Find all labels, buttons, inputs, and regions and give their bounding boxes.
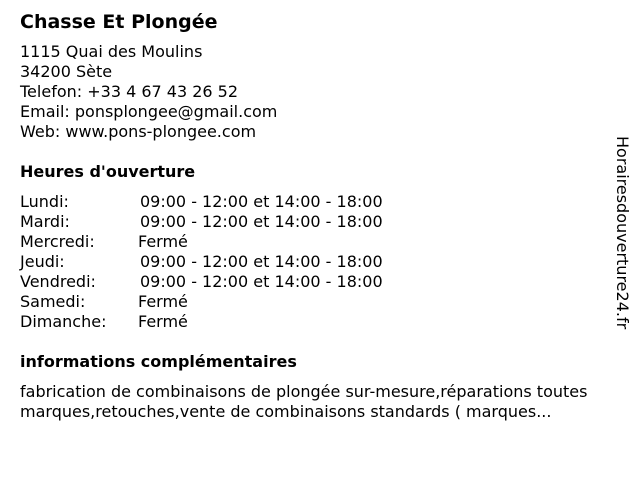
day-label: Lundi: <box>20 192 69 211</box>
address-city: 34200 Sète <box>20 62 113 81</box>
hours-row-samedi <box>20 292 620 312</box>
day-label: Dimanche: <box>20 312 107 331</box>
day-hours: Fermé <box>138 292 188 311</box>
day-label: Mercredi: <box>20 232 95 251</box>
day-label: Mardi: <box>20 212 70 231</box>
day-hours: Fermé <box>138 232 188 251</box>
day-label: Jeudi: <box>20 252 65 271</box>
address-street: 1115 Quai des Moulins <box>20 42 203 61</box>
email-line: Email: ponsplongee@gmail.com <box>20 102 278 121</box>
site-watermark: Horairesdouverture24.fr <box>613 136 632 330</box>
web-line: Web: www.pons-plongee.com <box>20 122 257 141</box>
hours-row-lundi <box>20 192 620 212</box>
contact-block <box>20 42 620 142</box>
phone-line: Telefon: +33 4 67 43 26 52 <box>20 82 239 101</box>
hours-row-mardi <box>20 212 620 232</box>
day-hours: Fermé <box>138 312 188 331</box>
day-hours: 09:00 - 12:00 et 14:00 - 18:00 <box>140 192 383 211</box>
opening-hours-table <box>20 192 620 332</box>
day-label: Samedi: <box>20 292 86 311</box>
day-label: Vendredi: <box>20 272 96 291</box>
day-hours: 09:00 - 12:00 et 14:00 - 18:00 <box>140 212 383 231</box>
hours-row-jeudi <box>20 252 620 272</box>
opening-hours-heading: Heures d'ouverture <box>20 162 196 181</box>
hours-row-vendredi <box>20 272 620 292</box>
hours-row-dimanche <box>20 312 620 332</box>
business-name: Chasse Et Plongée <box>20 11 218 33</box>
additional-info-text: fabrication de combinaisons de plongée sur-mesure,réparations toutes marques,retouches,vente de combinaisons standards ( marques... <box>20 382 588 421</box>
day-hours: 09:00 - 12:00 et 14:00 - 18:00 <box>140 252 383 271</box>
additional-info-heading: informations complémentaires <box>20 352 297 371</box>
day-hours: 09:00 - 12:00 et 14:00 - 18:00 <box>140 272 383 291</box>
hours-row-mercredi <box>20 232 620 252</box>
business-card <box>20 8 620 422</box>
